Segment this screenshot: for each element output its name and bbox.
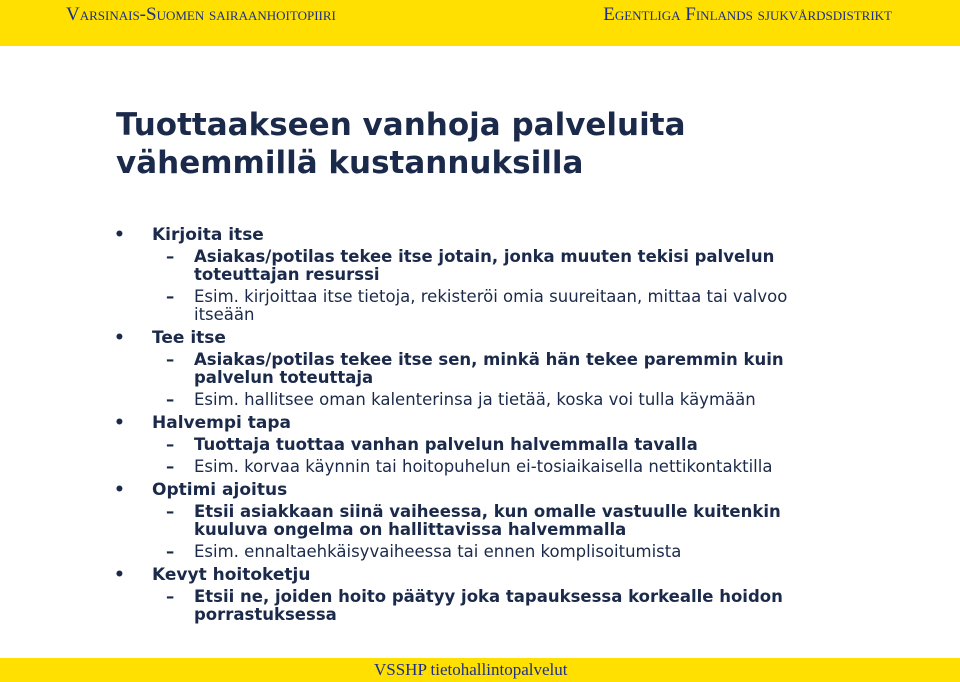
organization-name-swedish: Egentliga Finlands sjukvårdsdistrikt [603, 4, 892, 25]
sub-item-line: – Etsii asiakkaan siinä vaiheessa, kun omalle vastuulle kuitenkin [194, 502, 781, 521]
sub-item-line: – Asiakas/potilas tekee itse sen, minkä hän tekee paremmin kuin [194, 350, 784, 369]
sub-item-halvempi-tapa-definition [112, 436, 892, 454]
sub-item-line: palvelun toteuttaja [194, 368, 374, 387]
slide-title [116, 106, 686, 182]
sub-item-tee-itse-example [112, 391, 892, 409]
sub-item-line: kuuluva ongelma on hallittavissa halvemmalla [194, 520, 627, 539]
sub-item-optimi-ajoitus-definition [112, 503, 892, 539]
sub-item-line: porrastuksessa [194, 605, 337, 624]
sub-item-line: – Tuottaja tuottaa vanhan palvelun halvemmalla tavalla [194, 435, 698, 454]
bullet-item-halvempi-tapa: • Halvempi tapa [112, 413, 892, 433]
sub-item-line: – Etsii ne, joiden hoito päätyy joka tapauksessa korkealle hoidon [194, 587, 783, 606]
sub-item-optimi-ajoitus-example [112, 543, 892, 561]
sub-item-line: itseään [194, 305, 255, 324]
sub-item-kirjoita-itse-definition [112, 248, 892, 284]
sub-item-line: – Esim. hallitsee oman kalenterinsa ja tietää, koska voi tulla käymään [194, 390, 756, 409]
sub-item-kevyt-hoitoketju-definition [112, 588, 892, 624]
sub-item-line: – Esim. korvaa käynnin tai hoitopuhelun ei-tosiaikaisella nettikontaktilla [194, 457, 773, 476]
header-band [0, 0, 960, 46]
sub-item-tee-itse-definition [112, 351, 892, 387]
organization-name-finnish: Varsinais-Suomen sairaanhoitopiiri [66, 4, 336, 25]
sub-item-line: – Esim. kirjoittaa itse tietoja, rekisteröi omia suureitaan, mittaa tai valvoo [194, 287, 788, 306]
sub-item-line: – Esim. ennaltaehkäisyvaiheessa tai ennen komplisoitumista [194, 542, 682, 561]
slide-title-line-1: Tuottaakseen vanhoja palveluita [116, 107, 686, 143]
footer-text: VSSHP tietohallintopalvelut [374, 660, 568, 679]
sub-item-kirjoita-itse-example [112, 288, 892, 324]
bullet-item-kirjoita-itse: • Kirjoita itse [112, 225, 892, 245]
bullet-item-kevyt-hoitoketju: • Kevyt hoitoketju [112, 565, 892, 585]
bullet-item-tee-itse: • Tee itse [112, 328, 892, 348]
slide-title-line-2: vähemmillä kustannuksilla [116, 145, 584, 181]
sub-item-line: toteuttajan resurssi [194, 265, 380, 284]
sub-item-line: – Asiakas/potilas tekee itse jotain, jonka muuten tekisi palvelun [194, 247, 775, 266]
bullet-list [112, 225, 892, 628]
bullet-item-optimi-ajoitus: • Optimi ajoitus [112, 480, 892, 500]
sub-item-halvempi-tapa-example [112, 458, 892, 476]
